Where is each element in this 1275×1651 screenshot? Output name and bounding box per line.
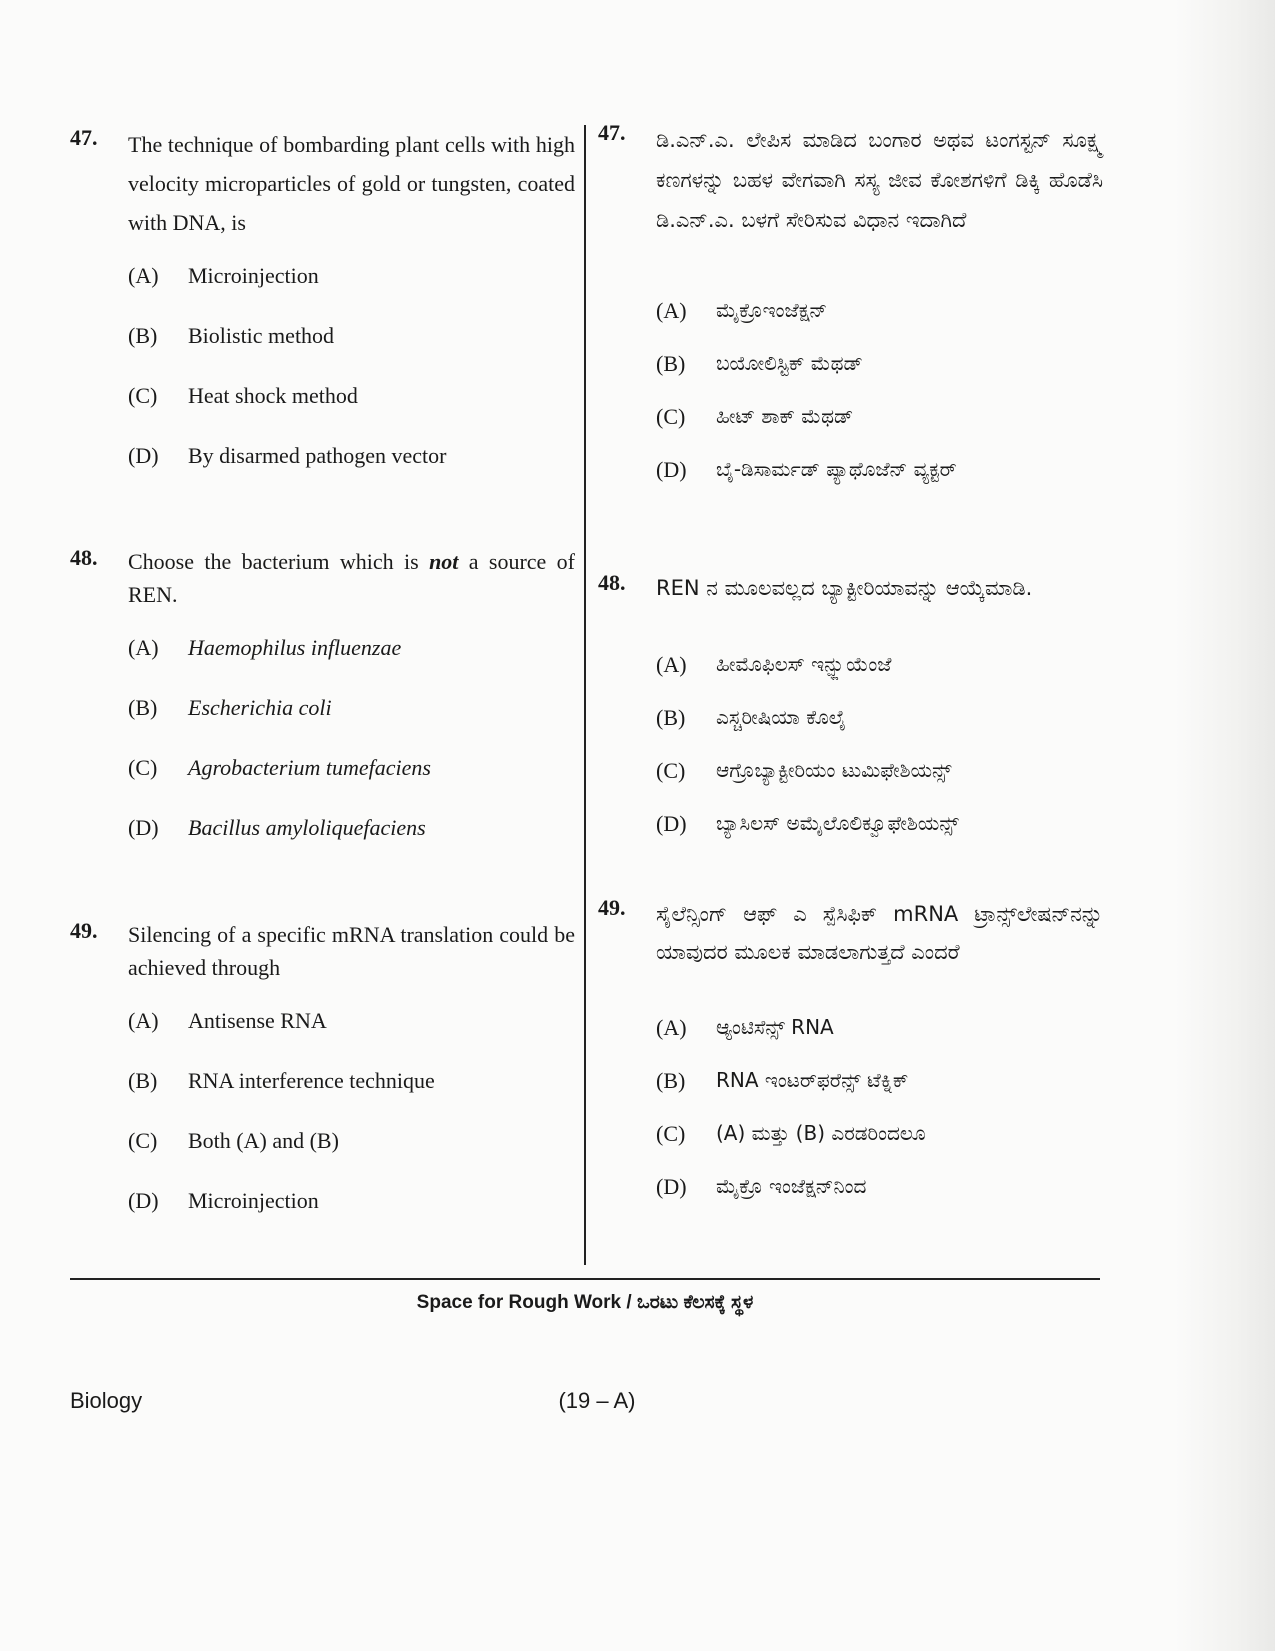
- option-letter: (B): [656, 1068, 686, 1093]
- option-letter: (B): [656, 705, 686, 730]
- option-text: Antisense RNA: [188, 1008, 327, 1033]
- option-letter: (D): [656, 1174, 687, 1199]
- rough-work-divider: [70, 1278, 1100, 1280]
- question-number: 48.: [70, 545, 98, 570]
- footer-subject: Biology: [70, 1388, 143, 1413]
- option-letter: (C): [128, 383, 158, 408]
- question-number: 47.: [70, 125, 98, 150]
- option-text: Microinjection: [188, 263, 319, 288]
- option-c: [128, 755, 568, 791]
- option-d: [128, 815, 568, 851]
- question-number: 49.: [70, 918, 98, 943]
- question-emphasis: not: [429, 549, 459, 574]
- option-text: Bacillus amyloliquefaciens: [188, 815, 426, 840]
- option-letter: (B): [128, 323, 158, 348]
- option-c: [128, 383, 568, 419]
- question-text: ಸೈಲೆನ್ಸಿಂಗ್ ಆಫ್ ಎ ಸ್ಪೆಸಿಫಿಕ್ mRNA ಟ್ರಾನ್ಸ್‌ಲೇಷನ್‌ನನ್ನು ಯಾವುದರ ಮೂಲಕ ಮಾಡಲಾಗುತ್ತದೆ ಎಂದರೆ: [656, 902, 1103, 964]
- option-letter: (C): [128, 1128, 158, 1153]
- option-text: ಬೈ-ಡಿಸಾರ್ಮಡ್ ಪ್ಯಾಥೊಜೆನ್ ವ್ಯಕ್ಟರ್: [716, 457, 957, 481]
- option-d: [656, 457, 1096, 493]
- option-letter: (C): [656, 758, 686, 783]
- question-text-part: Choose the bacterium which is: [128, 549, 430, 574]
- option-text: RNA ಇಂಟರ್‌ಫರೆನ್ಸ್ ಟೆಕ್ನಿಕ್: [716, 1068, 909, 1092]
- option-text: ಬ್ಯಾಸಿಲಸ್ ಅಮೈಲೊಲಿಕ್ವೂಫೇಶಿಯನ್ಸ್: [716, 811, 959, 835]
- option-letter: (C): [656, 1121, 686, 1146]
- option-text: Biolistic method: [188, 323, 335, 348]
- question-text: ಡಿ.ಎನ್.ಎ. ಲೇಪಿಸ ಮಾಡಿದ ಬಂಗಾರ ಅಥವ ಟಂಗಸ್ಟನ್ ಸೂಕ್ಷ್ಮ ಕಣಗಳನ್ನು ಬಹಳ ವೇಗವಾಗಿ ಸಸ್ಯ ಜೀವ ಕೋಶಗಳಿಗೆ ಡಿಕ್ಕಿ ಹೊಡೆಸಿ ಡಿ.ಎನ್.ಎ. ಬಳಗೆ ಸೇರಿಸುವ ವಿಧಾನ ಇದಾಗಿದೆ: [656, 128, 1103, 232]
- option-letter: (A): [128, 635, 159, 660]
- option-letter: (D): [128, 1188, 159, 1213]
- option-text: Agrobacterium tumefaciens: [188, 755, 431, 780]
- question-number: 49.: [598, 895, 626, 920]
- option-c: [656, 1121, 1096, 1157]
- option-letter: (D): [128, 815, 159, 840]
- option-text: ಮೈಕ್ರೊಇಂಜೆಕ್ಷನ್: [716, 298, 828, 322]
- option-text: Both (A) and (B): [188, 1128, 339, 1153]
- option-b: [656, 351, 1096, 387]
- option-letter: (A): [656, 652, 687, 677]
- option-letter: (C): [656, 404, 686, 429]
- question-number: 48.: [598, 570, 626, 595]
- option-text: ಬಯೋಲಿಸ್ಟಿಕ್ ಮೆಥಡ್: [716, 351, 863, 375]
- option-d: [656, 811, 1096, 847]
- option-text: ಎಸ್ಚರೀಷಿಯಾ ಕೊಲೈ: [716, 705, 846, 729]
- option-letter: (B): [128, 1068, 158, 1093]
- option-c: [128, 1128, 568, 1164]
- option-b: [656, 705, 1096, 741]
- option-d: [128, 443, 568, 479]
- option-d: [656, 1174, 1096, 1210]
- option-letter: (B): [128, 695, 158, 720]
- option-a: [656, 1015, 1096, 1051]
- column-divider: [584, 125, 586, 1265]
- option-letter: (C): [128, 755, 158, 780]
- question-text: [128, 545, 575, 611]
- option-a: [656, 298, 1096, 334]
- option-text: ಮೈಕ್ರೊ ಇಂಜೆಕ್ಷನ್‌ನಿಂದ: [716, 1174, 867, 1198]
- footer-page-number: (19 – A): [558, 1388, 636, 1413]
- option-text: Microinjection: [188, 1188, 319, 1213]
- option-text: ಹೀಟ್ ಶಾಕ್ ಮೆಥಡ್: [716, 404, 854, 428]
- option-text: By disarmed pathogen vector: [188, 443, 447, 468]
- option-b: [128, 323, 568, 359]
- option-a: [128, 635, 568, 671]
- option-letter: (A): [128, 1008, 159, 1033]
- question-text-part: a source of REN.: [128, 549, 575, 607]
- option-letter: (A): [656, 1015, 687, 1040]
- question-number: 47.: [598, 120, 626, 145]
- option-text: (A) ಮತ್ತು (B) ಎರಡರಿಂದಲೂ: [716, 1121, 926, 1145]
- option-a: [128, 1008, 568, 1044]
- option-letter: (A): [656, 298, 687, 323]
- option-text: RNA interference technique: [188, 1068, 435, 1093]
- question-text: REN ನ ಮೂಲವಲ್ಲದ ಬ್ಯಾಕ್ಟೀರಿಯಾವನ್ನು ಆಯ್ಕೆಮಾಡಿ.: [656, 576, 1033, 600]
- option-b: [128, 1068, 568, 1104]
- option-d: [128, 1188, 568, 1224]
- option-text: ಆಗ್ರೊಬ್ಯಾಕ್ಟೀರಿಯಂ ಟುಮಿಫೇಶಿಯನ್ಸ್: [716, 758, 952, 782]
- option-letter: (D): [656, 811, 687, 836]
- rough-work-label: Space for Rough Work / ಒರಟು ಕೆಲಸಕ್ಕೆ ಸ್ಥಳ: [416, 1292, 754, 1313]
- option-letter: (D): [656, 457, 687, 482]
- option-b: [128, 695, 568, 731]
- option-letter: (A): [128, 263, 159, 288]
- option-c: [656, 404, 1096, 440]
- option-letter: (D): [128, 443, 159, 468]
- option-text: Heat shock method: [188, 383, 358, 408]
- option-a: [656, 652, 1096, 688]
- option-text: ಆ್ಯಂಟಿಸೆನ್ಸ್ RNA: [716, 1015, 834, 1039]
- option-text: Haemophilus influenzae: [188, 635, 402, 660]
- option-a: [128, 263, 568, 299]
- option-text: Escherichia coli: [188, 695, 332, 720]
- question-text: Silencing of a specific mRNA translation could be achieved through: [128, 922, 575, 980]
- option-text: ಹೀಮೊಫಿಲಸ್ ಇನ್ಫ್ಲುಯೆಂಜೆ: [716, 652, 892, 676]
- question-text: The technique of bombarding plant cells with high velocity microparticles of gold or tungsten, coated with DNA, is: [128, 132, 575, 235]
- option-c: [656, 758, 1096, 794]
- scan-edge-shadow: [1175, 0, 1275, 1651]
- option-letter: (B): [656, 351, 686, 376]
- option-b: [656, 1068, 1096, 1104]
